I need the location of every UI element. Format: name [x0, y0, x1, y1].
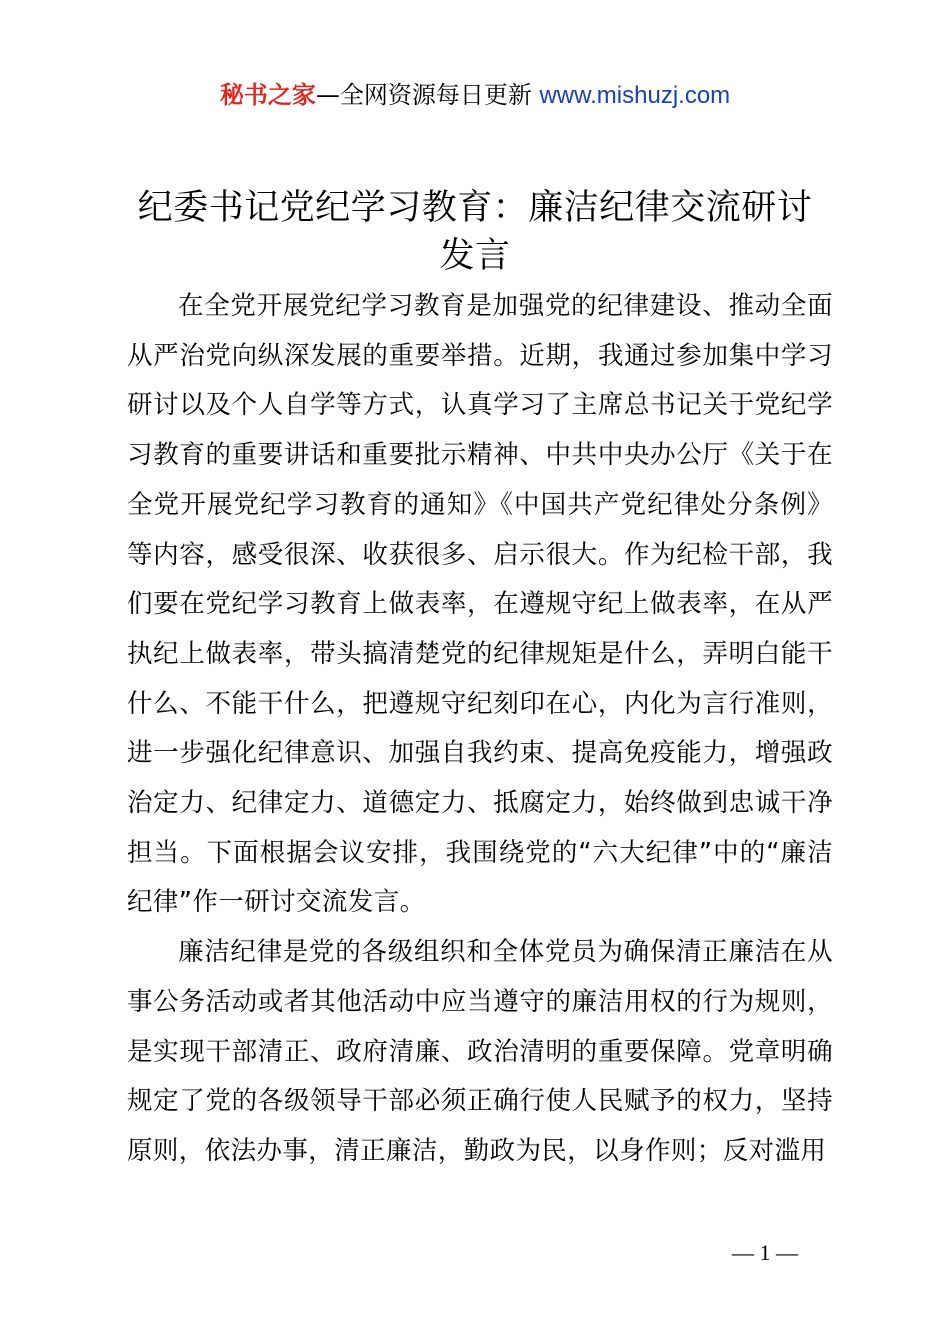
document-body	[127, 282, 833, 1177]
document-title	[100, 184, 850, 280]
title-line-2: 发言	[439, 236, 511, 276]
site-banner	[0, 78, 950, 113]
page-number: — 1 —	[732, 1240, 798, 1265]
paragraph-1: 在全党开展党纪学习教育是加强党的纪律建设、推动全面从严治党向纵深发展的重要举措。近期，我通过参加集中学习研讨以及个人自学等方式，认真学习了主席总书记关于党纪学习教育的重要讲话和重要批示精神、中共中央办公厅《关于在全党开展党纪学习教育的通知》《中国共产党纪律处分条例》等内容，感受很深、收获很多、启示很大。作为纪检干部，我们要在党纪学习教育上做表率，在遵规守纪上做表率，在从严执纪上做表率，带头搞清楚党的纪律规矩是什么，弄明白能干什么、不能干什么，把遵规守纪刻印在心，内化为言行准则，进一步强化纪律意识、加强自我约束、提高免疫能力，增强政治定力、纪律定力、道德定力、抵腐定力，始终做到忠诚干净担当。下面根据会议安排，我围绕党的“六大纪律”中的“廉洁纪律”作一研讨交流发言。	[127, 291, 833, 918]
banner-dash: —	[315, 81, 340, 109]
brand-name: 秘书之家	[219, 81, 316, 109]
paragraph-2: 廉洁纪律是党的各级组织和全体党员为确保清正廉洁在从事公务活动或者其他活动中应当遵守的廉洁用权的行为规则，是实现干部清正、政府清廉、政治清明的重要保障。党章明确规定了党的各级领导干部必须正确行使人民赋予的权力，坚持原则，依法办事，清正廉洁，勤政为民，以身作则；反对滥用	[127, 937, 833, 1166]
site-url-link[interactable]: www.mishuzj.com	[539, 82, 731, 109]
banner-slogan: 全网资源每日更新	[339, 81, 532, 109]
title-line-1: 纪委书记党纪学习教育：廉洁纪律交流研讨	[137, 188, 813, 228]
